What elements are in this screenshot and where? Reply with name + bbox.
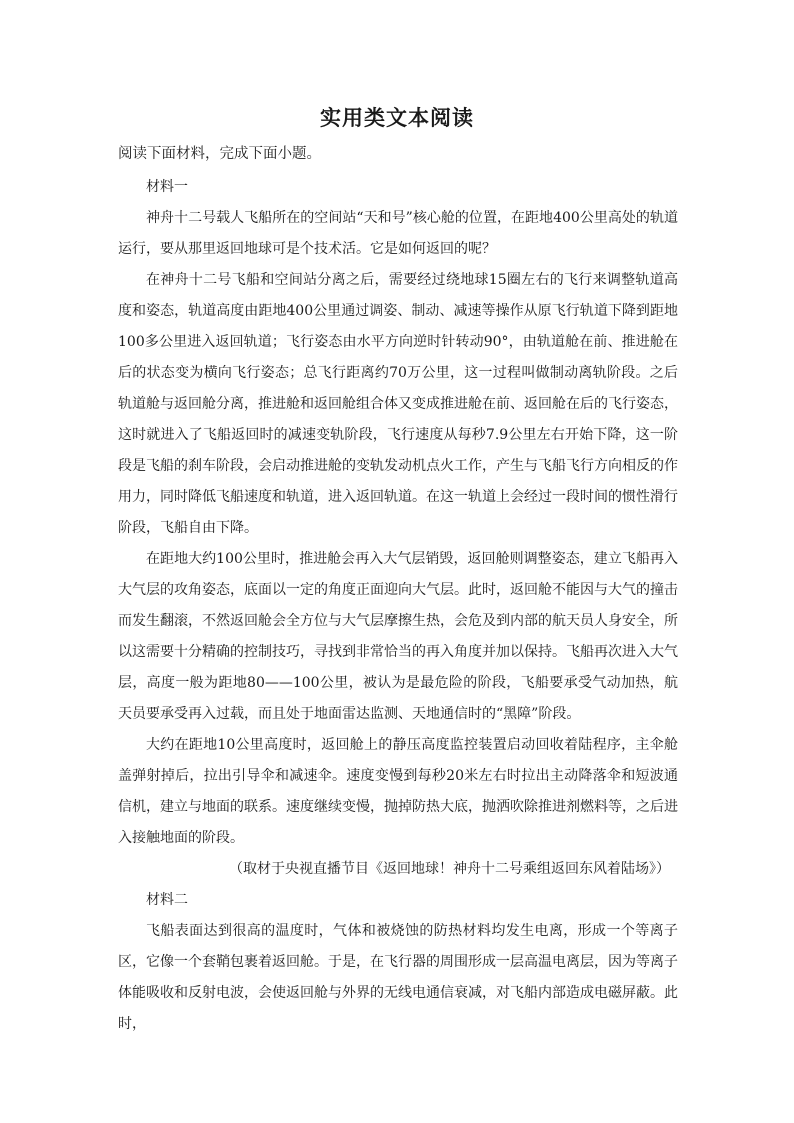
material-1-paragraph-2: 在神舟十二号飞船和空间站分离之后，需要经过绕地球15圈左右的飞行来调整轨道高度和姿态，轨道高度由距地400公里通过调姿、制动、减速等操作从原飞行轨道下降到距地100多公里进入返回轨道；飞行姿态由水平方向逆时针转动90°，由轨道舱在前、推进舱在后的状态变为横向飞行姿态；总飞行距离约70万公里，这一过程叫做制动离轨阶段。之后轨道舱与返回舱分离，推进舱和返回舱组合体又变成推进舱在前、返回舱在后的飞行姿态，这时就进入了飞船返回时的减速变轨阶段，飞行速度从每秒7.9公里左右开始下降，这一阶段是飞船的刹车阶段，会启动推进舱的变轨发动机点火工作，产生与飞船飞行方向相反的作用力，同时降低飞船速度和轨道，进入返回轨道。在这一轨道上会经过一段时间的惯性滑行阶段，飞船自由下降。 [118, 272, 678, 536]
material-1-paragraph-3: 在距地大约100公里时，推进舱会再入大气层销毁，返回舱则调整姿态，建立飞船再入大气层的攻角姿态，底面以一定的角度正面迎向大气层。此时，返回舱不能因与大气的撞击而发生翻滚，不然返回舱会全方位与大气层摩擦生热，会危及到内部的航天员人身安全，所以这需要十分精确的控制技巧，寻找到非常恰当的再入角度并加以保持。飞船再次进入大气层，高度一般为距地80——100公里，被认为是最危险的阶段，飞船要承受气动加热，航天员要承受再入过载，而且处于地面雷达监测、天地通信时的“黑障”阶段。 [118, 551, 678, 722]
material-1-paragraph-4: 大约在距地10公里高度时，返回舱上的静压高度监控装置启动回收着陆程序，主伞舱盖弹射掉后，拉出引导伞和减速伞。速度变慢到每秒20米左右时拉出主动降落伞和短波通信机，建立与地面的联系。速度继续变慢，抛掉防热大底，抛洒吹除推进剂燃料等，之后进入接触地面的阶段。 [118, 737, 678, 846]
page-title: 实用类文本阅读 [320, 106, 474, 130]
material-2-paragraph-1: 飞船表面达到很高的温度时，气体和被烧蚀的防热材料均发生电离，形成一个等离子区，它像一个套鞘包裹着返回舱。于是，在飞行器的周围形成一层高温电离层，因为等离子体能吸收和反射电波，会使返回舱与外界的无线电通信衰减，对飞船内部造成电磁屏蔽。此时， [118, 923, 678, 1032]
article-body [118, 172, 678, 1040]
material-1-source: （取材于央视直播节目《返回地球！神舟十二号乘组返回东风着陆场》） [229, 861, 670, 877]
material-1-paragraph-1: 神舟十二号载人飞船所在的空间站“天和号”核心舱的位置，在距地400公里高处的轨道运行，要从那里返回地球可是个技术活。它是如何返回的呢？ [118, 210, 678, 257]
material-1-heading: 材料一 [146, 179, 188, 195]
material-2-heading: 材料二 [146, 892, 188, 908]
instruction-text: 阅读下面材料，完成下面小题。 [118, 146, 321, 162]
